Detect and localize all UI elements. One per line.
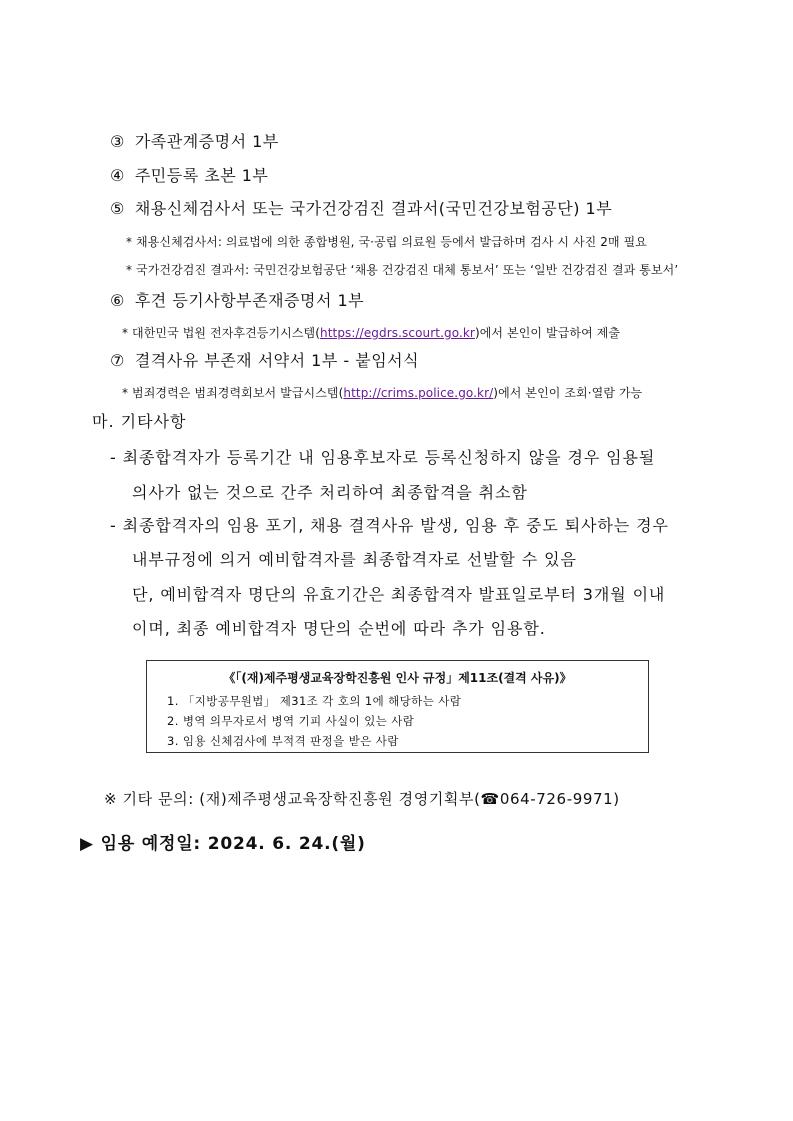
paragraph-line: - 최종합격자가 등록기간 내 임용후보자로 등록신청하지 않을 경우 임용될 bbox=[110, 448, 656, 467]
item-marker: ⑥ bbox=[110, 291, 125, 310]
note-national-health-check: * 국가건강검진 결과서: 국민건강보험공단 ‘채용 건강검진 대체 통보서’ 또는 ‘일반 건강검진 결과 통보서’ bbox=[126, 263, 679, 277]
crims-link[interactable]: http://crims.police.go.kr/ bbox=[343, 386, 494, 400]
item-marker: ⑤ bbox=[110, 199, 125, 218]
item-marker: ⑦ bbox=[110, 351, 125, 370]
egdrs-link[interactable]: https://egdrs.scourt.go.kr bbox=[320, 326, 475, 340]
document-item-3 bbox=[110, 134, 279, 150]
item-text: 채용신체검사서 또는 국가건강검진 결과서(국민건강보험공단) 1부 bbox=[134, 199, 613, 218]
item-marker: ④ bbox=[110, 166, 125, 185]
paragraph-line: 이며, 최종 예비합격자 명단의 순번에 따라 추가 임용함. bbox=[132, 619, 546, 638]
regulation-box-title: 《「(재)제주평생교육장학진흥원 인사 규정」제11조(결격 사유)》 bbox=[223, 671, 572, 685]
paragraph-line: 내부규정에 의거 예비합격자를 최종합격자로 선발할 수 있음 bbox=[132, 550, 577, 569]
item-text: 주민등록 초본 1부 bbox=[134, 166, 269, 185]
regulation-box bbox=[146, 660, 649, 753]
note-criminal-record bbox=[122, 387, 642, 399]
section-heading-other: 마. 기타사항 bbox=[92, 412, 187, 431]
document-item-5 bbox=[110, 201, 612, 217]
contact-info: ※ 기타 문의: (재)제주평생교육장학진흥원 경영기획부(☎064-726-9971) bbox=[104, 790, 620, 808]
item-text: 결격사유 부존재 서약서 1부 - 붙임서식 bbox=[134, 351, 420, 370]
document-item-6 bbox=[110, 293, 364, 309]
item-marker: ③ bbox=[110, 132, 125, 151]
paragraph-line: 의사가 없는 것으로 간주 처리하여 최종합격을 취소함 bbox=[132, 483, 528, 502]
note-suffix: )에서 본인이 조회·열람 가능 bbox=[493, 386, 643, 400]
document-item-4 bbox=[110, 168, 268, 184]
paragraph-line: - 최종합격자의 임용 포기, 채용 결격사유 발생, 임용 후 중도 퇴사하는 경우 bbox=[110, 516, 669, 535]
note-prefix: * 대한민국 법원 전자후견등기시스템( bbox=[122, 326, 321, 340]
paragraph-line: 단, 예비합격자 명단의 유효기간은 최종합격자 발표일로부터 3개월 이내 bbox=[132, 585, 666, 604]
document-item-7 bbox=[110, 353, 419, 369]
note-prefix: * 범죄경력은 범죄경력회보서 발급시스템( bbox=[122, 386, 344, 400]
note-suffix: )에서 본인이 발급하여 제출 bbox=[474, 326, 621, 340]
note-health-check-form: * 채용신체검사서: 의료법에 의한 종합병원, 국·공립 의료원 등에서 발급하며 검사 시 사진 2매 필요 bbox=[126, 235, 647, 249]
regulation-item: 1. 「지방공무원법」 제31조 각 호의 1에 해당하는 사람 bbox=[167, 694, 462, 708]
appointment-date: ▶ 임용 예정일: 2024. 6. 24.(월) bbox=[80, 834, 366, 854]
item-text: 후견 등기사항부존재증명서 1부 bbox=[134, 291, 365, 310]
note-guardianship-system bbox=[122, 327, 620, 339]
regulation-item: 3. 임용 신체검사에 부적격 판정을 받은 사람 bbox=[167, 734, 399, 748]
regulation-item: 2. 병역 의무자로서 병역 기피 사실이 있는 사람 bbox=[167, 714, 415, 728]
item-text: 가족관계증명서 1부 bbox=[134, 132, 279, 151]
